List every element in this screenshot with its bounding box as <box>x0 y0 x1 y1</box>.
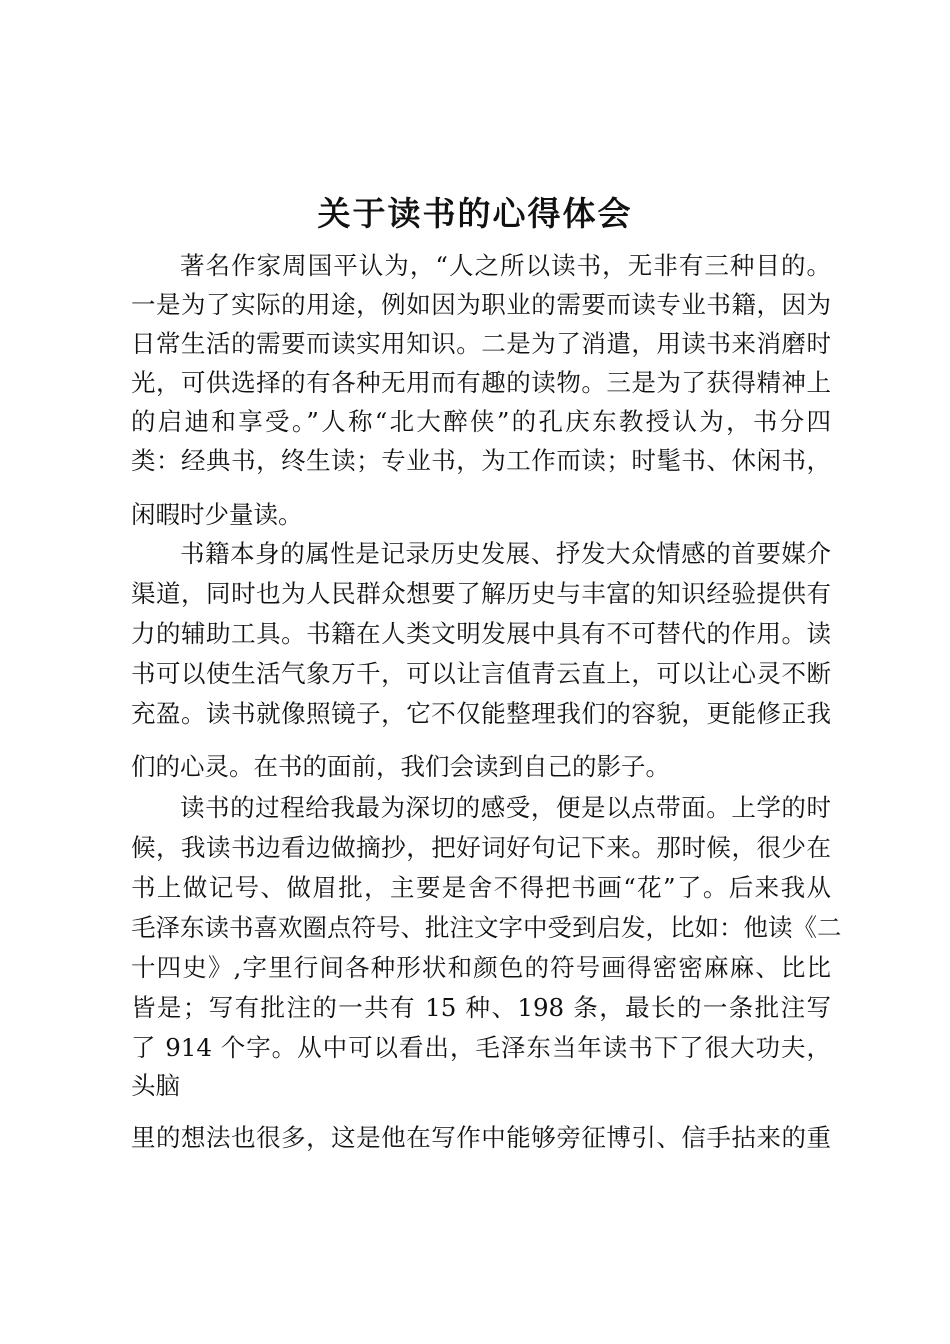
paragraph-3-line-5: 十四史》,字里行间各种形状和颜色的符号画得密密麻麻、比比 <box>131 953 831 982</box>
paragraph-1-line-3: 日常生活的需要而读实用知识。二是为了消遣，用读书来消磨时 <box>131 329 831 358</box>
paragraph-1-line-5: 的启迪和享受。”人称“北大醉侠”的孔庆东教授认为，书分四 <box>131 407 831 436</box>
document-title: 关于读书的心得体会 <box>317 194 633 233</box>
paragraph-2-line-3: 力的辅助工具。书籍在人类文明发展中具有不可替代的作用。读 <box>131 619 831 648</box>
paragraph-3-line-3: 书上做记号、做眉批，主要是舍不得把书画“花”了。后来我从 <box>131 873 831 902</box>
paragraph-3-line-1: 读书的过程给我最为深切的感受，便是以点带面。上学的时 <box>180 793 831 822</box>
paragraph-3-line-2: 候，我读书边看边做摘抄，把好词好句记下来。那时候，很少在 <box>131 833 831 862</box>
paragraph-3-line-9: 里的想法也很多，这是他在写作中能够旁征博引、信手拈来的重 <box>131 1123 831 1152</box>
paragraph-1-line-6: 类：经典书，终生读；专业书，为工作而读；时髦书、休闲书， <box>131 446 831 475</box>
paragraph-2-line-6: 们的心灵。在书的面前，我们会读到自己的影子。 <box>131 752 670 781</box>
paragraph-1-line-7: 闲暇时少量读。 <box>131 500 303 529</box>
paragraph-2-line-1: 书籍本身的属性是记录历史发展、抒发大众情感的首要媒介 <box>180 539 831 568</box>
paragraph-1-line-4: 光，可供选择的有各种无用而有趣的读物。三是为了获得精神上 <box>131 368 831 397</box>
paragraph-3-line-4: 毛泽东读书喜欢圈点符号、批注文字中受到启发，比如：他读《二 <box>131 913 842 942</box>
paragraph-3-line-7: 了 914 个字。从中可以看出，毛泽东当年读书下了很大功夫， <box>131 1033 831 1062</box>
paragraph-2-line-4: 书可以使生活气象万千，可以让言值青云直上，可以让心灵不断 <box>131 659 831 688</box>
paragraph-1-line-2: 一是为了实际的用途，例如因为职业的需要而读专业书籍，因为 <box>131 290 831 319</box>
paragraph-2-line-2: 渠道，同时也为人民群众想要了解历史与丰富的知识经验提供有 <box>131 579 831 608</box>
paragraph-3-line-6: 皆是；写有批注的一共有 15 种、198 条，最长的一条批注写 <box>131 993 831 1022</box>
paragraph-3-line-8: 头脑 <box>131 1071 180 1100</box>
paragraph-2-line-5: 充盈。读书就像照镜子，它不仅能整理我们的容貌，更能修正我 <box>131 699 831 728</box>
paragraph-1-line-1: 著名作家周国平认为，“人之所以读书，无非有三种目的。 <box>180 251 831 280</box>
